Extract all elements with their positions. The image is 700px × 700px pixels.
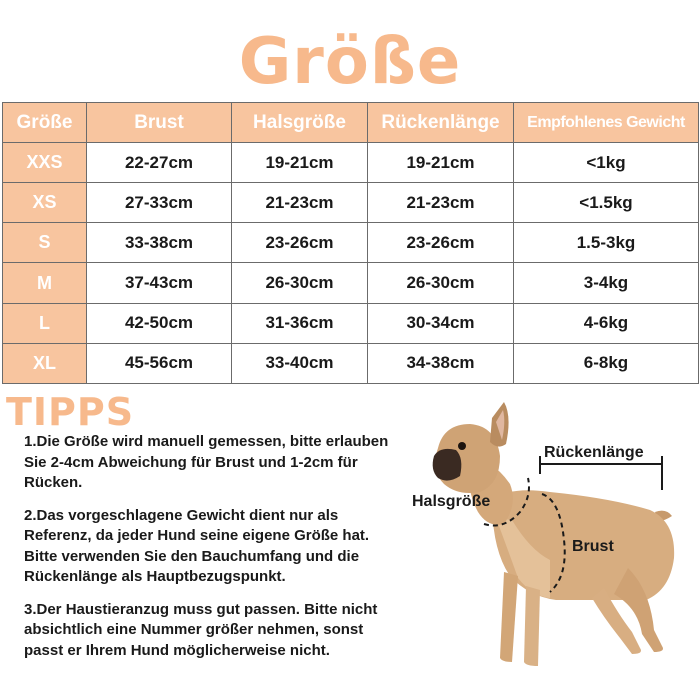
weight-cell: <1.5kg: [514, 183, 699, 223]
chest-cell: 45-56cm: [87, 343, 232, 383]
page-title: Größe: [238, 25, 462, 99]
neck-cell: 21-23cm: [232, 183, 368, 223]
size-table: [2, 102, 699, 384]
back-length-cell: 23-26cm: [368, 223, 514, 263]
header-neck: Halsgröße: [232, 103, 368, 143]
header-chest: Brust: [87, 103, 232, 143]
weight-cell: 1.5-3kg: [514, 223, 699, 263]
weight-cell: 6-8kg: [514, 343, 699, 383]
back-length-label: Rückenlänge: [544, 444, 644, 461]
tips-heading: TIPPS: [6, 390, 135, 434]
table-row: [3, 223, 699, 263]
neck-cell: 23-26cm: [232, 223, 368, 263]
chest-label: Brust: [572, 538, 614, 555]
weight-cell: <1kg: [514, 143, 699, 183]
neck-cell: 33-40cm: [232, 343, 368, 383]
table-row: [3, 343, 699, 383]
table-row: [3, 183, 699, 223]
table-header-row: [3, 103, 699, 143]
chest-cell: 27-33cm: [87, 183, 232, 223]
back-length-cell: 26-30cm: [368, 263, 514, 303]
size-cell: M: [3, 263, 87, 303]
tips-list: [24, 432, 396, 673]
neck-cell: 31-36cm: [232, 303, 368, 343]
weight-cell: 3-4kg: [514, 263, 699, 303]
size-cell: L: [3, 303, 87, 343]
header-recommended-weight: Empfohlenes Gewicht: [514, 103, 699, 143]
header-size: Größe: [3, 103, 87, 143]
back-length-cell: 19-21cm: [368, 143, 514, 183]
neck-cell: 19-21cm: [232, 143, 368, 183]
tip-item: 2.Das vorgeschlagene Gewicht dient nur als Referenz, da jeder Hund seine eigene Größe hat. Bitte verwenden Sie den Bauchumfang und die Rückenlänge als Hauptbezugspunkt.: [24, 506, 370, 585]
dog-body-icon: [433, 402, 674, 666]
weight-cell: 4-6kg: [514, 303, 699, 343]
table-row: [3, 303, 699, 343]
size-cell: XL: [3, 343, 87, 383]
size-cell: XXS: [3, 143, 87, 183]
chest-cell: 22-27cm: [87, 143, 232, 183]
tip-item: 3.Der Haustieranzug muss gut passen. Bitte nicht absichtlich eine Nummer größer nehmen, sonst passt er Ihrem Hund möglicherweise nicht.: [24, 600, 378, 659]
header-back-length: Rückenlänge: [368, 103, 514, 143]
neck-cell: 26-30cm: [232, 263, 368, 303]
table-row: [3, 143, 699, 183]
size-cell: XS: [3, 183, 87, 223]
table-row: [3, 263, 699, 303]
back-length-cell: 34-38cm: [368, 343, 514, 383]
neck-label: Halsgröße: [412, 493, 491, 510]
back-length-cell: 30-34cm: [368, 303, 514, 343]
size-cell: S: [3, 223, 87, 263]
chest-cell: 33-38cm: [87, 223, 232, 263]
back-length-cell: 21-23cm: [368, 183, 514, 223]
tip-item: 1.Die Größe wird manuell gemessen, bitte erlauben Sie 2-4cm Abweichung für Brust und 1-2cm für Rücken.: [24, 433, 389, 491]
chest-cell: 42-50cm: [87, 303, 232, 343]
chest-cell: 37-43cm: [87, 263, 232, 303]
